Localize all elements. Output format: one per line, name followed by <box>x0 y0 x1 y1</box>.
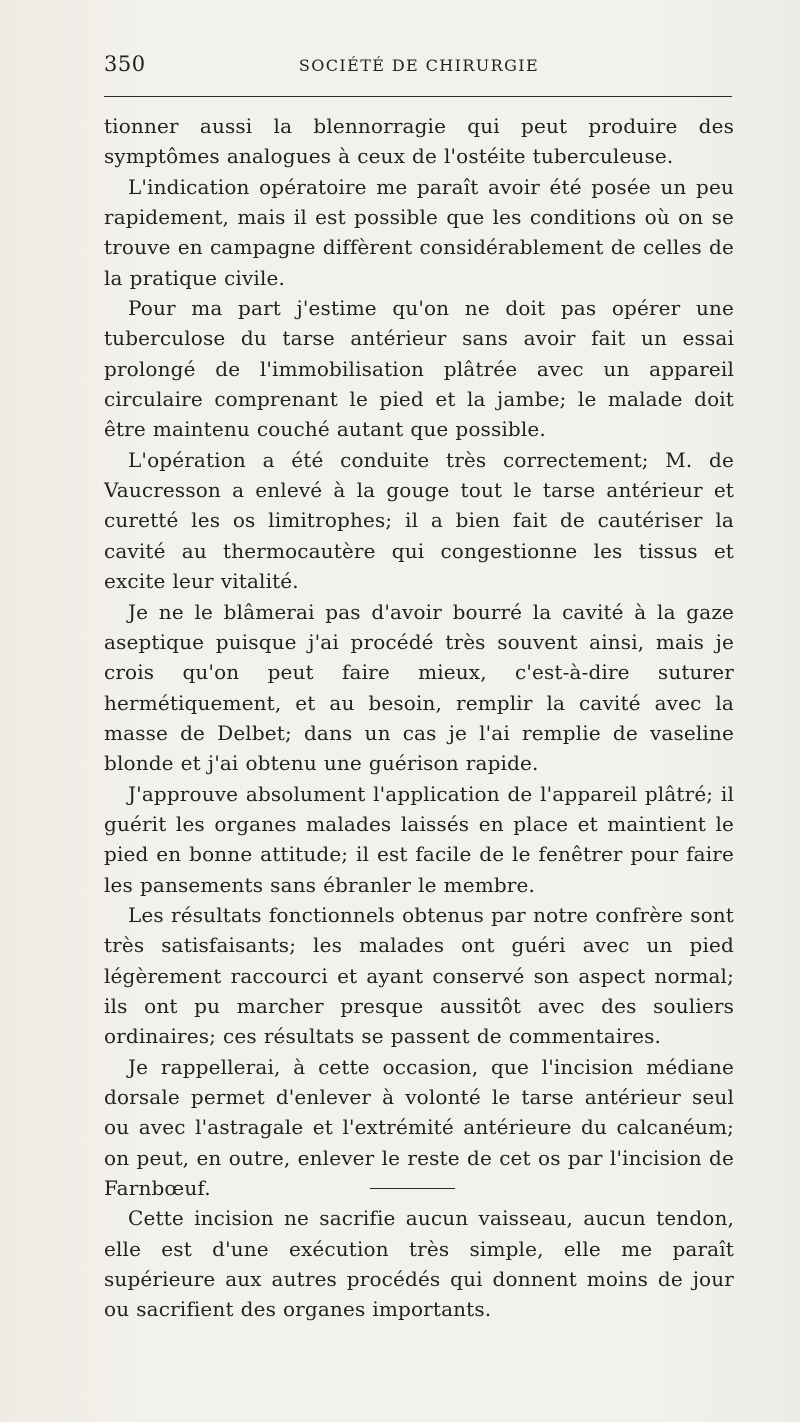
body-text <box>104 111 734 1325</box>
paragraph-7: Les résultats fonctionnels obtenus par notre confrère sont très satisfaisants; les malades ont guéri avec un pied légèrement raccourci et ayant conservé son aspect normal; ils ont pu marcher presque aussitôt avec des souliers ordinaires; ces résultats se passent de commentaires. <box>104 902 734 1049</box>
paragraph-6: J'approuve absolument l'application de l'appareil plâtré; il guérit les organes malades laissés en place et maintient le pied en bonne attitude; il est facile de le fenêtrer pour faire les pansements sans ébranler le membre. <box>104 781 734 897</box>
paragraph-1: tionner aussi la blennorragie qui peut produire des symptômes analogues à ceux de l'ostéite tuberculeuse. <box>104 114 734 169</box>
page-header <box>104 52 734 82</box>
paragraph-8: Je rappellerai, à cette occasion, que l'incision médiane dorsale permet d'enlever à volonté le tarse antérieur seul ou avec l'astragale et l'extrémité antérieure du calcanéum; on peut, en outre, enlever le reste de cet os par l'incision de Farnbœuf. <box>104 1054 734 1201</box>
paragraph-4: L'opération a été conduite très correctement; M. de Vaucresson a enlevé à la gouge tout le tarse antérieur et curetté les os limitrophes; il a bien fait de cautériser la cavité au thermocautère qui congestionne les tissus et excite leur vitalité. <box>104 447 734 594</box>
header-rule <box>104 96 732 97</box>
running-head: SOCIÉTÉ DE CHIRURGIE <box>298 56 540 75</box>
paragraph-3: Pour ma part j'estime qu'on ne doit pas opérer une tuberculose du tarse antérieur sans avoir fait un essai prolongé de l'immobilisation plâtrée avec un appareil circulaire comprenant le pied et la jambe; le malade doit être maintenu couché autant que possible. <box>104 296 734 442</box>
section-end-rule <box>370 1188 455 1189</box>
page-number: 350 <box>104 52 146 76</box>
paragraph-2: L'indication opératoire me paraît avoir été posée un peu rapidement, mais il est possible que les conditions où on se trouve en campagne diffèrent considérablement de celles de la pratique civile. <box>104 174 734 290</box>
paragraph-9: Cette incision ne sacrifie aucun vaisseau, aucun tendon, elle est d'une exécution très simple, elle me paraît supérieure aux autres procédés qui donnent moins de jour ou sacrifient des organes importants. <box>104 1206 734 1322</box>
paragraph-5: Je ne le blâmerai pas d'avoir bourré la cavité à la gaze aseptique puisque j'ai procédé très souvent ainsi, mais je crois qu'on peut faire mieux, c'est-à-dire suturer hermétiquement, et au besoin, remplir la cavité avec la masse de Delbet; dans un cas je l'ai remplie de vaseline blonde et j'ai obtenu une guérison rapide. <box>104 599 734 776</box>
